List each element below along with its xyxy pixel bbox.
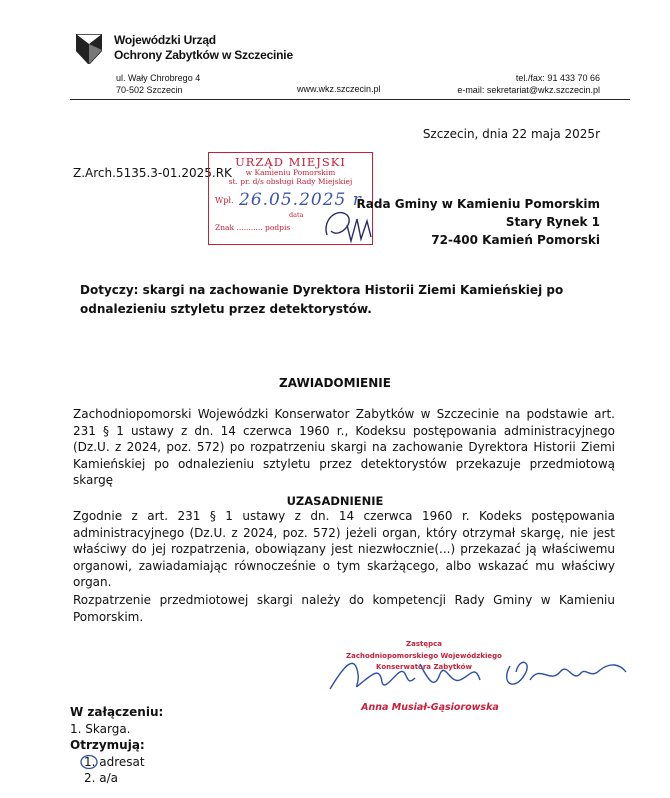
recipient-line3: 72-400 Kamień Pomorski — [431, 233, 600, 247]
attachments-section — [70, 704, 163, 787]
attachments-label: W załączeniu: — [70, 705, 164, 719]
recipient-item-2: 2. a/a — [84, 771, 119, 785]
stamp-details — [209, 168, 372, 186]
stamp-city: w Kamieniu Pomorskim — [245, 168, 336, 177]
recipients-label: Otrzymują: — [70, 738, 145, 752]
stamp-office: URZĄD MIEJSKI — [235, 155, 346, 169]
subject — [80, 281, 620, 319]
recipient-address — [357, 195, 600, 249]
document-title: ZAWIADOMIENIE — [279, 376, 391, 390]
justification-title: UZASADNIENIE — [286, 494, 384, 508]
office-logo-icon — [76, 34, 102, 64]
stamp-date-label: data — [289, 211, 304, 219]
recipient-item-1-text: 1. adresat — [84, 754, 145, 769]
reference-number: Z.Arch.5135.3-01.2025.RK — [73, 166, 232, 180]
website-link[interactable]: www.wkz.szczecin.pl — [297, 84, 381, 94]
recipient-item-1 — [70, 754, 163, 771]
body-paragraph-1: Zachodniopomorski Wojewódzki Konserwator Zabytków w Szczecinie na podstawie art. 231 § 1 ustawy z dn. 14 czerwca 1960 r., Kodeksu postępowania administracyjnego (Dz.U. z 2024, poz. 572) po rozpatrzeniu skargi na zachowanie Dyrektora Historii Ziemi Kamieńskiej po odnalezieniu sztyletu przez detektorystów przekazuje przedmiotową skargę — [73, 407, 615, 487]
address-line1: ul. Wały Chrobrego 4 — [116, 73, 201, 83]
circled-mark-icon — [80, 754, 100, 770]
subject-label: Dotyczy: — [80, 283, 139, 297]
subject-text: skargi na zachowanie Dyrektora Historii Ziemi Kamieńskiej po odnalezieniu sztyletu przez detektorystów. — [80, 283, 564, 316]
signature-title-3: Konserwatora Zabytków — [376, 663, 472, 671]
signature-block — [310, 640, 630, 720]
stamp-dept: st. pr. d/s obsługi Rady Miejskiej — [228, 177, 353, 186]
letter-date: Szczecin, dnia 22 maja 2025r — [422, 127, 600, 141]
signature-title-1: Zastępca — [406, 640, 442, 648]
office-name — [114, 33, 293, 63]
body-paragraph-2: Zgodnie z art. 231 § 1 ustawy z dn. 14 czerwca 1960 r. Kodeks postępowania administracyjnego (Dz.U. z 2024, poz. 572) jeżeli organ, który otrzymał skargę, nie jest właściwy do jej rozpatrzenia, obowiązany jest niezwłocznie(...) przekazać ją właściwemu organowi, zawiadamiając równocześnie o tym skarżącego, albo wskazać mu właściwy organ. — [73, 509, 615, 589]
stamp-received-date: 26.05.2025 r. — [239, 190, 367, 210]
office-name-line2: Ochrony Zabytków w Szczecinie — [114, 48, 293, 62]
office-name-line1: Wojewódzki Urząd — [114, 33, 216, 47]
received-stamp — [208, 152, 373, 245]
body-paragraph-3: Rozpatrzenie przedmiotowej skargi należy do kompetencji Rady Gminy w Kamieniu Pomorskim. — [73, 593, 615, 624]
attachment-item-1: 1. Skarga. — [70, 721, 131, 736]
address-line2: 70-502 Szczecin — [116, 85, 183, 95]
contact-info — [457, 72, 600, 96]
office-address — [116, 72, 200, 96]
stamp-received-label: Wpł. — [215, 196, 234, 205]
stamp-sign-line: Znak ........... podpis — [215, 223, 291, 232]
recipient-line1: Rada Gminy w Kamieniu Pomorskim — [356, 197, 600, 211]
handwritten-signature-icon — [310, 644, 630, 704]
signatory-name: Anna Musiał-Gąsiorowska — [361, 702, 499, 713]
header-divider — [70, 99, 630, 100]
email-address[interactable]: e-mail: sekretariat@wkz.szczecin.pl — [457, 85, 600, 95]
signature-title-2: Zachodniopomorskiego Wojewódzkiego — [346, 652, 502, 660]
phone-number: tel./fax: 91 433 70 66 — [515, 73, 600, 83]
recipient-line2: Stary Rynek 1 — [505, 215, 600, 229]
